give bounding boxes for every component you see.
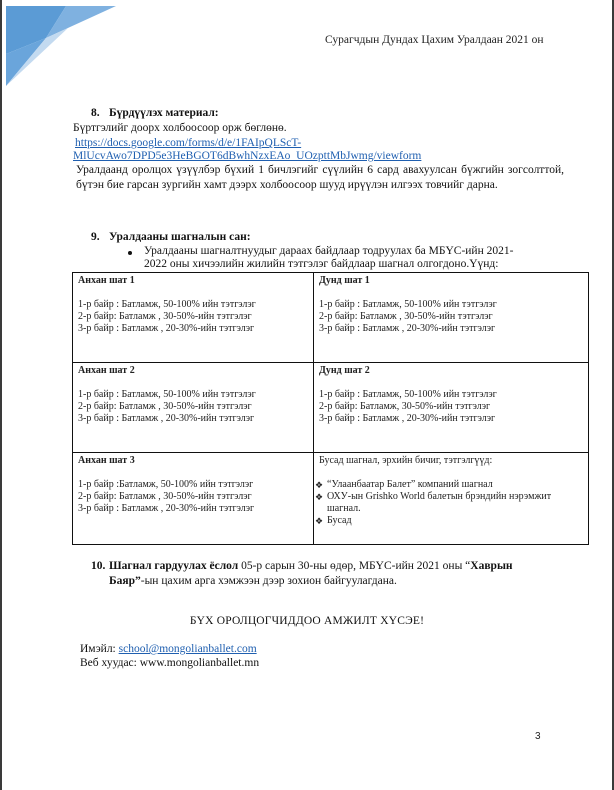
- table-row: [73, 273, 589, 363]
- cell-heading: Дунд шат 1: [319, 275, 370, 286]
- section-8-intro: Бүртгэлийг доорх холбоосоор орж бөглөнө.: [73, 122, 287, 134]
- section-8-body: Уралдаанд оролцох үзүүлбэр бүхий 1 бичлэгийг сүүлийн 6 сард авахуулсан бүжгийн зогсолттой, бүтэн бие гарсан зургийн хамт дээрх холбоосоор шууд ирүүлэн илгээх товчийг дарна.: [76, 164, 564, 191]
- section-10-lead: Шагнал гардуулах ёслол: [109, 560, 239, 572]
- registration-link-part-1[interactable]: https://docs.google.com/forms/d/e/1FAIpQLScT-: [75, 137, 302, 149]
- prize-cell-intermediate-1: [314, 273, 589, 363]
- table-row: [73, 363, 589, 453]
- header-logo-graphic: [6, 6, 116, 88]
- email-link[interactable]: school@mongolianballet.com: [118, 643, 257, 655]
- section-9-title: Уралдааны шагналын сан:: [109, 231, 251, 243]
- header-title: Сурагчдын Дундах Цахим Уралдаан 2021 он: [325, 34, 544, 46]
- section-10-text-2: -ын цахим арга хэмжээн дээр зохион байгуулагдана.: [140, 575, 397, 587]
- prize-line: 2-р байр: Батламж , 30-50%-ийн тэтгэлэг: [78, 491, 252, 502]
- prize-cell-other-awards: [314, 453, 589, 545]
- registration-link-line-2[interactable]: [73, 150, 421, 164]
- section-10-number: 10.: [91, 560, 106, 572]
- section-8-number: 8.: [91, 107, 100, 119]
- list-item: [315, 515, 583, 527]
- closing-message: БҮХ ОРОЛЦОГЧИДДОО АМЖИЛТ ХҮСЭЕ!: [189, 615, 425, 627]
- contact-email-line: [80, 643, 257, 657]
- prize-line: 1-р байр : Батламж, 50-100% ийн тэтгэлэг: [78, 389, 256, 400]
- page-number: 3: [535, 731, 541, 742]
- prize-table: [72, 272, 589, 545]
- email-label: Имэйл:: [80, 643, 119, 655]
- list-item: [315, 491, 583, 515]
- section-10-event-2: Баяр”: [109, 575, 141, 587]
- cell-heading: Анхан шат 1: [78, 275, 135, 286]
- prize-cell-intermediate-2: [314, 363, 589, 453]
- contact-web-line: [80, 657, 259, 671]
- prize-cell-beginner-1: [73, 273, 314, 363]
- section-10-text-1: 05-р сарын 30-ны өдөр, МБҮС-ийн 2021 оны “: [238, 560, 471, 572]
- section-8-heading: [91, 107, 219, 119]
- diamond-bullet-icon: ❖: [315, 516, 324, 526]
- prize-line: 1-р байр : Батламж, 50-100% ийн тэтгэлэг: [319, 389, 497, 400]
- prize-line: 2-р байр: Батламж , 30-50%-ийн тэтгэлэг: [319, 311, 493, 322]
- award-item-text: Бусад: [327, 515, 352, 526]
- prize-line: 3-р байр : Батламж , 20-30%-ийн тэтгэлэг: [319, 413, 496, 424]
- diamond-bullet-icon: ❖: [315, 480, 324, 490]
- prize-line: 2-р байр: Батламж , 30-50%-ийн тэтгэлэг: [78, 311, 252, 322]
- page-frame-left: [0, 0, 2, 790]
- prize-line: 2-р байр: Батламж , 30-50%-ийн тэтгэлэг: [78, 401, 252, 412]
- prize-line: 3-р байр : Батламж , 20-30%-ийн тэтгэлэг: [319, 323, 496, 334]
- prize-line: 2-р байр: Батламж, 30-50%-ийн тэтгэлэг: [319, 401, 491, 412]
- cell-heading: Бусад шагнал, эрхийн бичиг, тэтгэлгүүд:: [319, 455, 493, 466]
- diamond-bullet-icon: ❖: [315, 492, 324, 502]
- section-10-paragraph: [91, 559, 561, 589]
- cell-heading: Анхан шат 3: [78, 455, 135, 466]
- web-label: Веб хуудас:: [80, 657, 140, 669]
- section-9-heading: [91, 231, 251, 243]
- table-row: [73, 453, 589, 545]
- cell-heading: Анхан шат 2: [78, 365, 135, 376]
- prize-line: 3-р байр : Батламж , 20-30%-ийн тэтгэлэг: [78, 413, 255, 424]
- other-awards-list: [315, 479, 583, 527]
- bullet-icon: [128, 251, 132, 255]
- list-item: [315, 479, 583, 491]
- prize-line: 3-р байр : Батламж , 20-30%-ийн тэтгэлэг: [78, 323, 255, 334]
- award-item-text: ОХУ-ын Grishko World балетын брэндийн нэрэмжит шагнал.: [327, 491, 552, 514]
- section-8-title: Бүрдүүлэх материал:: [109, 107, 219, 119]
- section-9-number: 9.: [91, 231, 100, 243]
- web-address: www.mongolianballet.mn: [139, 657, 260, 669]
- registration-link-part-2[interactable]: MlUcvAwo7DPD5e3HeBGOT6dBwhNzxEAo_UOzpttMbJwmg/viewform: [73, 150, 422, 162]
- prize-line: 1-р байр :Батламж, 50-100% ийн тэтгэлэг: [78, 479, 254, 490]
- cell-heading: Дунд шат 2: [319, 365, 370, 376]
- prize-cell-beginner-2: [73, 363, 314, 453]
- section-9-bullet-line-2: 2022 оны хичээлийн жилийн тэтгэлэг байдлаар шагнал олгогдоно.Үүнд:: [144, 258, 499, 270]
- prize-line: 3-р байр : Батламж , 20-30%-ийн тэтгэлэг: [78, 503, 255, 514]
- prize-line: 1-р байр : Батламж, 50-100% ийн тэтгэлэг: [78, 299, 256, 310]
- section-10-event-1: Хаврын: [470, 560, 513, 572]
- prize-line: 1-р байр : Батламж, 50-100% ийн тэтгэлэг: [319, 299, 497, 310]
- prize-cell-beginner-3: [73, 453, 314, 545]
- award-item-text: “Улаанбаатар Балет” компаний шагнал: [327, 479, 493, 490]
- registration-link-line-1[interactable]: [75, 137, 301, 151]
- section-9-bullet-line-1: Уралдааны шагналтнуудыг дараах байдлаар тодруулах ба МБҮС-ийн 2021-: [144, 245, 514, 257]
